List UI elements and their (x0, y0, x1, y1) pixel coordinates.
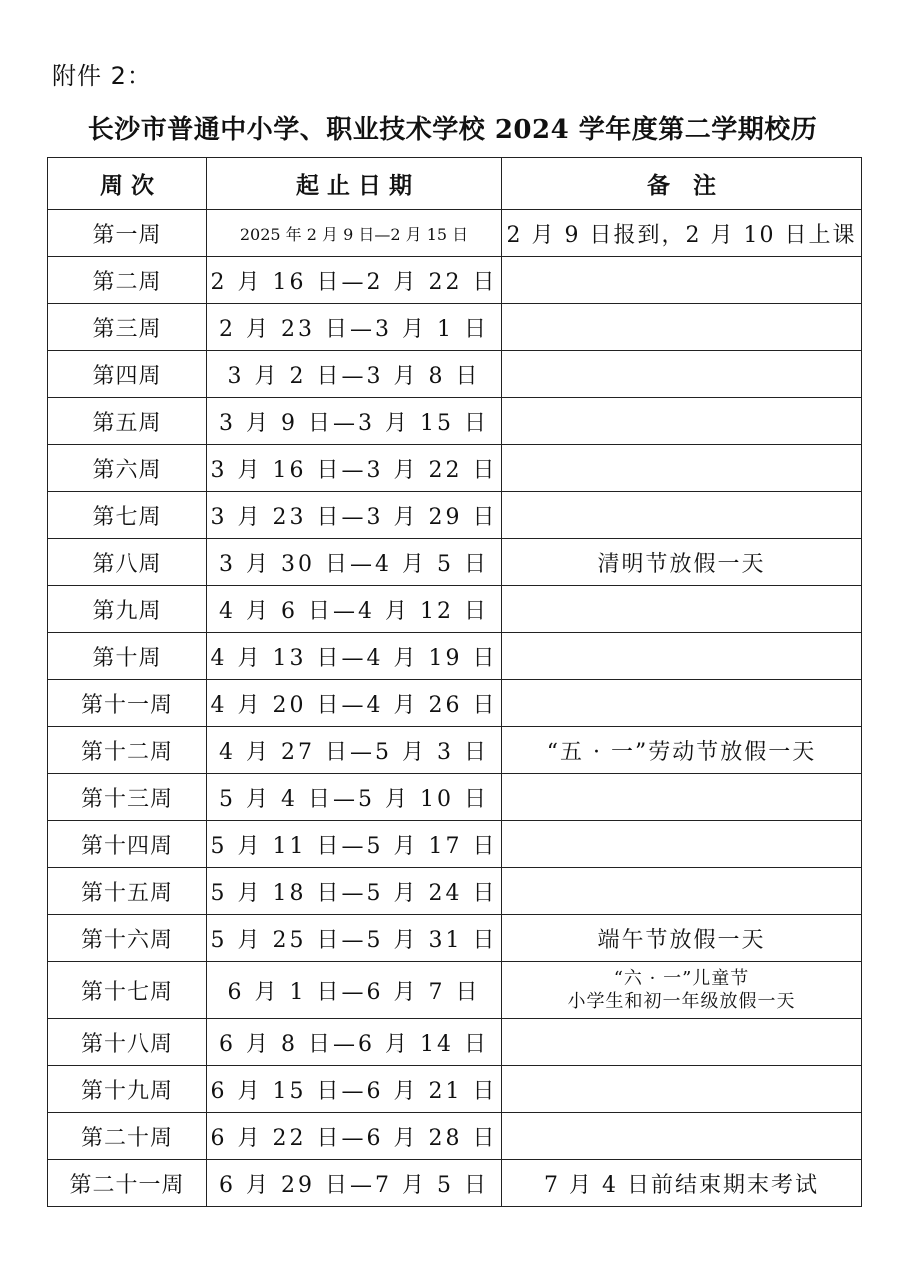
week-cell: 第十八周 (48, 1019, 207, 1066)
date-range-cell: 6 月 22 日—6 月 28 日 (207, 1113, 502, 1160)
note-cell (502, 821, 862, 868)
school-calendar-table (47, 157, 862, 1207)
date-range-cell: 3 月 23 日—3 月 29 日 (207, 492, 502, 539)
date-range-cell: 6 月 1 日—6 月 7 日 (207, 962, 502, 1019)
table-row (48, 398, 862, 445)
table-row (48, 633, 862, 680)
week-cell: 第十五周 (48, 868, 207, 915)
note-cell (502, 774, 862, 821)
week-cell: 第六周 (48, 445, 207, 492)
note-cell (502, 351, 862, 398)
date-range-cell: 5 月 18 日—5 月 24 日 (207, 868, 502, 915)
week-cell: 第十周 (48, 633, 207, 680)
table-row (48, 727, 862, 774)
table-row (48, 304, 862, 351)
table-row (48, 680, 862, 727)
week-cell: 第二十一周 (48, 1160, 207, 1207)
week-cell: 第二周 (48, 257, 207, 304)
date-range-cell: 4 月 20 日—4 月 26 日 (207, 680, 502, 727)
note-line: “六 · 一”儿童节 (613, 968, 750, 989)
table-row (48, 868, 862, 915)
week-cell: 第三周 (48, 304, 207, 351)
note-cell (502, 633, 862, 680)
week-cell: 第五周 (48, 398, 207, 445)
week-cell: 第二十周 (48, 1113, 207, 1160)
table-row (48, 586, 862, 633)
note-cell: 端午节放假一天 (502, 915, 862, 962)
note-cell: “五 · 一”劳动节放假一天 (502, 727, 862, 774)
note-cell: 7 月 4 日前结束期末考试 (502, 1160, 862, 1207)
table-row (48, 1019, 862, 1066)
week-cell: 第八周 (48, 539, 207, 586)
table-row (48, 1160, 862, 1207)
note-cell (502, 492, 862, 539)
document-title: 长沙市普通中小学、职业技术学校 2024 学年度第二学期校历 (87, 115, 818, 145)
date-range-cell: 3 月 2 日—3 月 8 日 (207, 351, 502, 398)
table-row (48, 1066, 862, 1113)
note-cell: 清明节放假一天 (502, 539, 862, 586)
week-cell: 第十九周 (48, 1066, 207, 1113)
note-cell (502, 962, 862, 1019)
header-dates: 起 止 日 期 (207, 158, 502, 210)
date-range-cell: 5 月 4 日—5 月 10 日 (207, 774, 502, 821)
date-range-cell: 6 月 29 日—7 月 5 日 (207, 1160, 502, 1207)
note-cell (502, 304, 862, 351)
note-cell (502, 398, 862, 445)
table-row (48, 962, 862, 1019)
attachment-label: 附件 2： (52, 62, 152, 90)
week-cell: 第十七周 (48, 962, 207, 1019)
table-header-row (48, 158, 862, 210)
date-range-cell: 5 月 25 日—5 月 31 日 (207, 915, 502, 962)
date-range-cell: 3 月 30 日—4 月 5 日 (207, 539, 502, 586)
week-cell: 第十四周 (48, 821, 207, 868)
date-range-cell: 6 月 8 日—6 月 14 日 (207, 1019, 502, 1066)
date-range-cell: 3 月 9 日—3 月 15 日 (207, 398, 502, 445)
table-row (48, 821, 862, 868)
week-cell: 第十二周 (48, 727, 207, 774)
note-cell (502, 680, 862, 727)
table-row (48, 915, 862, 962)
week-cell: 第七周 (48, 492, 207, 539)
week-cell: 第九周 (48, 586, 207, 633)
date-range-cell: 4 月 27 日—5 月 3 日 (207, 727, 502, 774)
week-cell: 第十六周 (48, 915, 207, 962)
table-row (48, 539, 862, 586)
week-cell: 第十三周 (48, 774, 207, 821)
date-range-cell: 5 月 11 日—5 月 17 日 (207, 821, 502, 868)
table-row (48, 774, 862, 821)
date-range-cell: 4 月 13 日—4 月 19 日 (207, 633, 502, 680)
table-row (48, 257, 862, 304)
week-cell: 第四周 (48, 351, 207, 398)
table-row (48, 210, 862, 257)
date-range-cell: 2 月 23 日—3 月 1 日 (207, 304, 502, 351)
note-cell (502, 257, 862, 304)
note-cell (502, 868, 862, 915)
header-week: 周 次 (48, 158, 207, 210)
note-cell (502, 1113, 862, 1160)
note-line: 小学生和初一年级放假一天 (567, 991, 796, 1012)
note-cell (502, 586, 862, 633)
table-row (48, 1113, 862, 1160)
note-cell (502, 445, 862, 492)
table-row (48, 351, 862, 398)
note-cell (502, 1066, 862, 1113)
week-cell: 第十一周 (48, 680, 207, 727)
week-cell: 第一周 (48, 210, 207, 257)
header-notes: 备 注 (502, 158, 862, 210)
date-range-cell: 2 月 16 日—2 月 22 日 (207, 257, 502, 304)
date-range-cell: 3 月 16 日—3 月 22 日 (207, 445, 502, 492)
date-range-cell: 2025 年 2 月 9 日—2 月 15 日 (207, 210, 502, 257)
table-row (48, 492, 862, 539)
table-row (48, 445, 862, 492)
note-cell: 2 月 9 日报到，2 月 10 日上课 (502, 210, 862, 257)
note-cell (502, 1019, 862, 1066)
date-range-cell: 6 月 15 日—6 月 21 日 (207, 1066, 502, 1113)
date-range-cell: 4 月 6 日—4 月 12 日 (207, 586, 502, 633)
